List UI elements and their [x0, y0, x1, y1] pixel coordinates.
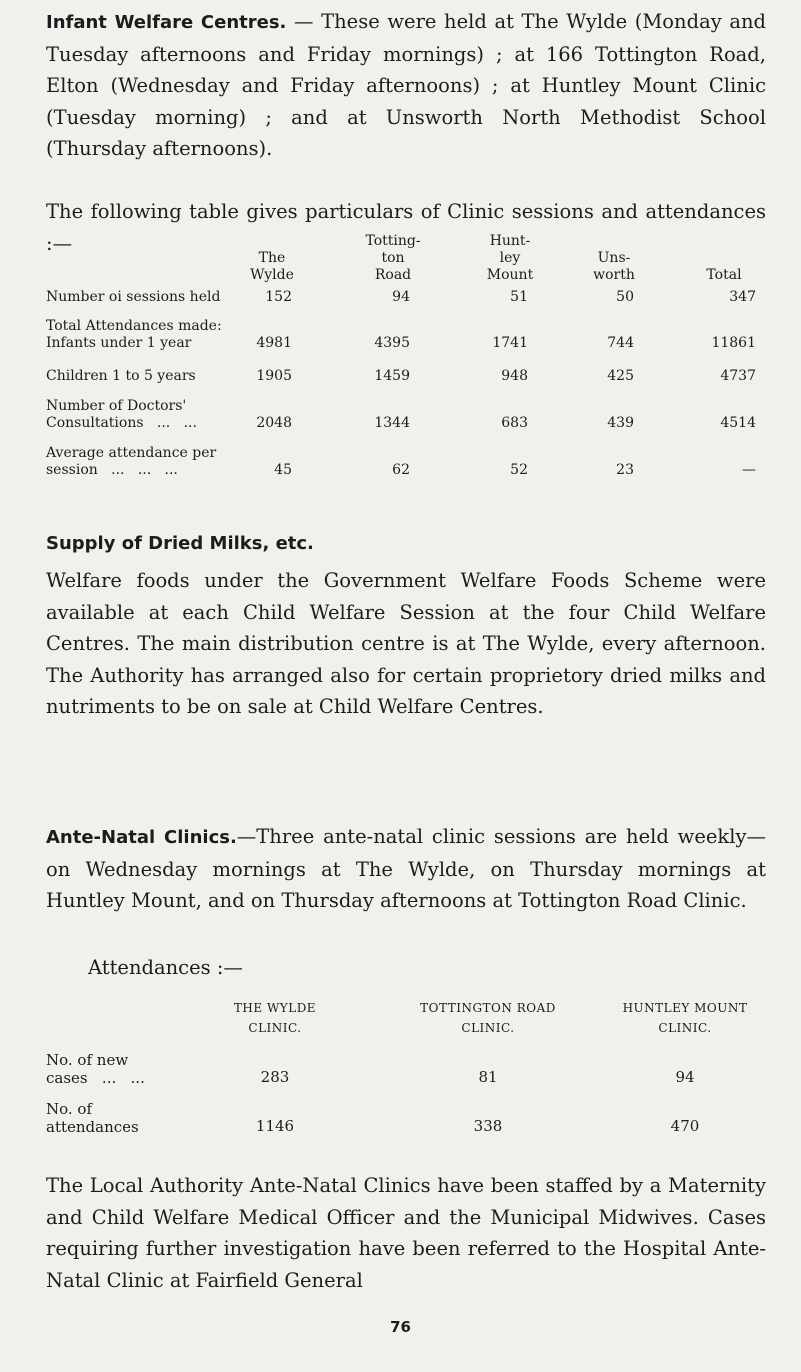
- col-header-line: Road: [374, 267, 412, 283]
- table-row-label: [46, 1051, 196, 1087]
- table-cell: 2048: [256, 415, 292, 431]
- table-row-label-line: Total Attendances made:: [46, 318, 222, 334]
- col-header-line: Wylde: [250, 267, 294, 283]
- ante-natal-heading: Ante-Natal Clinics.: [46, 827, 237, 848]
- table-cell: 347: [729, 289, 756, 305]
- col-header-line: Uns-: [597, 250, 631, 266]
- col-header-line: Total: [706, 267, 742, 283]
- table-row-label-line: Consultations ... ...: [46, 415, 197, 431]
- table-row-label-line: Average attendance per: [46, 445, 217, 461]
- col-header-line: CLINIC.: [658, 1021, 712, 1035]
- table-row-label-line: cases ... ...: [46, 1069, 145, 1087]
- table-cell: 11861: [711, 335, 756, 351]
- table-cell: 744: [607, 335, 634, 351]
- col-header-line: Totting-: [365, 233, 421, 249]
- table-cell: 51: [510, 289, 528, 305]
- table-cell: 4395: [374, 335, 410, 351]
- table-cell: 1344: [374, 415, 410, 431]
- table-row-label: [46, 1100, 196, 1136]
- table-row-label: Children 1 to 5 years: [46, 368, 196, 384]
- col-header-line: ley: [499, 250, 521, 266]
- table-cell: 948: [501, 368, 528, 384]
- table-cell: 4737: [720, 368, 756, 384]
- col-header-huntley-clinic: [590, 1000, 780, 1037]
- sessions-intro: The following table gives particulars of Clinic sessions and attendances :—: [46, 200, 766, 255]
- col-header-line: Hunt-: [489, 233, 531, 249]
- col-header-line: worth: [593, 267, 635, 283]
- table-cell: 1146: [255, 1117, 295, 1135]
- table-cell: 152: [265, 289, 292, 305]
- col-header-line: The: [258, 250, 286, 266]
- table-cell: 23: [616, 462, 634, 478]
- table-row-label: Number oi sessions held: [46, 289, 221, 305]
- table-cell: 1741: [492, 335, 528, 351]
- col-header-wylde-clinic: [185, 1000, 365, 1037]
- attendances-label: Attendances :—: [88, 956, 243, 979]
- col-header-line: ton: [381, 250, 405, 266]
- table-cell: 1459: [374, 368, 410, 384]
- table-cell: —: [742, 462, 756, 478]
- ante-natal-text: —Three ante-natal clinic sessions are held weekly—on Wednesday mornings at The Wylde, on Thursday mornings at Huntley Mount, and on Thursday afternoons at Tottington Road Clinic.: [46, 825, 766, 912]
- table-cell: 283: [260, 1068, 290, 1086]
- table-row-label-line: attendances: [46, 1118, 139, 1136]
- infant-welfare-text: — These were held at The Wylde (Monday and Tuesday afternoons and Friday mornings) ; at 166 Tottington Road, Elton (Wednesday and Friday afternoons) ; at Huntley Mount Clinic (Tuesday morning) ; and at Unsworth North Methodist School (Thursday afternoons).: [46, 10, 766, 160]
- table-row-label-line: No. of new: [46, 1051, 129, 1069]
- col-header-tottington-clinic: [388, 1000, 588, 1037]
- table-cell: 425: [607, 368, 634, 384]
- col-header-line: Mount: [486, 267, 534, 283]
- table-row-label-line: No. of: [46, 1100, 93, 1118]
- table-cell: 4514: [720, 415, 756, 431]
- table-cell: 81: [478, 1068, 498, 1086]
- table-cell: 94: [392, 289, 410, 305]
- col-header-line: HUNTLEY MOUNT: [622, 1001, 748, 1015]
- col-header-line: CLINIC.: [248, 1021, 302, 1035]
- table-cell: 470: [670, 1117, 700, 1135]
- col-header-line: TOTTINGTON ROAD: [420, 1001, 556, 1015]
- table-cell: 94: [675, 1068, 695, 1086]
- dried-milks-text: Welfare foods under the Government Welfare Foods Scheme were available at each Child Welfare Session at the four Child Welfare Centres. The main distribution centre is at The Wylde, every afternoon. The Authority has arranged also for certain proprietory dried milks and nutriments to be on sale at Child Welfare Centres.: [46, 569, 766, 718]
- col-header-line: THE WYLDE: [233, 1001, 317, 1015]
- table-cell: 52: [510, 462, 528, 478]
- table-cell: 338: [473, 1117, 503, 1135]
- closing-paragraph: The Local Authority Ante-Natal Clinics have been staffed by a Maternity and Child Welfare Medical Officer and the Municipal Midwives. Cases requiring further investigation have been referred to the Hospital Ante-Natal Clinic at Fairfield General: [46, 1174, 766, 1292]
- table-row-label-line: Infants under 1 year: [46, 335, 192, 351]
- infant-welfare-heading: Infant Welfare Centres.: [46, 12, 287, 33]
- col-header-line: CLINIC.: [461, 1021, 515, 1035]
- table-row-label-line: Number of Doctors': [46, 398, 187, 414]
- table-row-label-line: session ... ... ...: [46, 462, 178, 478]
- table-cell: 439: [607, 415, 634, 431]
- page-number: 76: [390, 1318, 411, 1336]
- table-cell: 683: [501, 415, 528, 431]
- table-cell: 50: [616, 289, 634, 305]
- table-cell: 62: [392, 462, 410, 478]
- table-cell: 4981: [256, 335, 292, 351]
- dried-milks-heading: Supply of Dried Milks, etc.: [46, 533, 314, 554]
- table-cell: 1905: [256, 368, 292, 384]
- table-cell: 45: [274, 462, 292, 478]
